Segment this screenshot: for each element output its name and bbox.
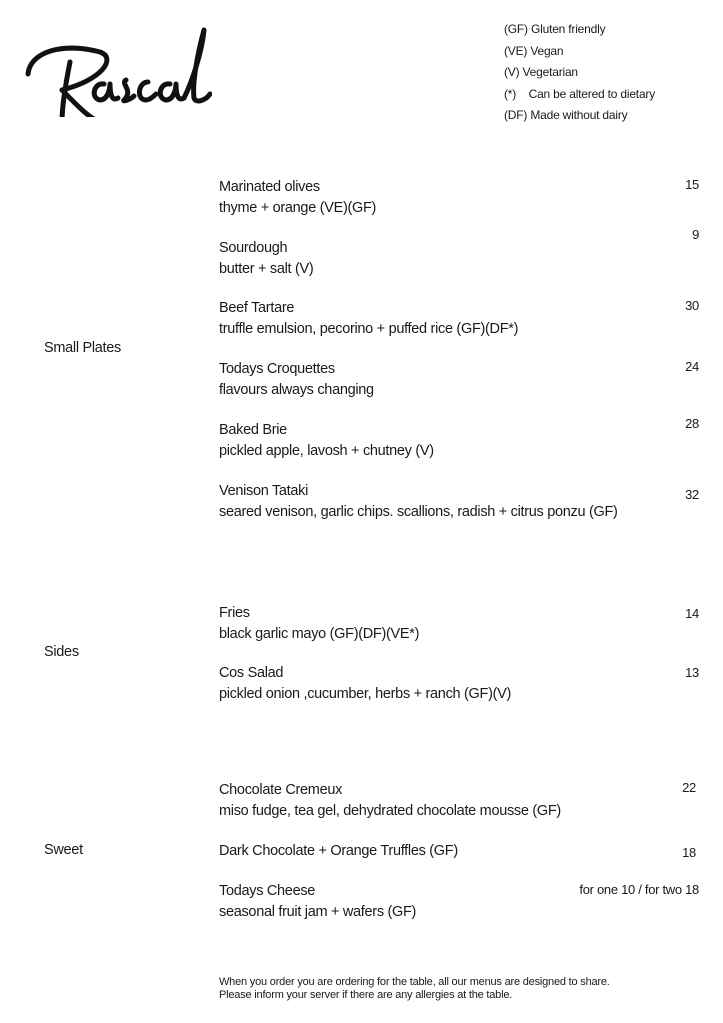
rascal-logo <box>22 22 212 117</box>
menu-item <box>219 603 699 644</box>
item-name: Dark Chocolate + Orange Truffles (GF) <box>219 843 458 859</box>
item-price: for one 10 / for two 18 <box>579 882 699 897</box>
item-desc: truffle emulsion, pecorino + puffed rice (GF)(DF*) <box>219 320 519 337</box>
item-desc: seasonal fruit jam + wafers (GF) <box>219 903 417 920</box>
legend-item-v: (V) Vegetarian <box>504 65 578 79</box>
item-desc: pickled onion ,cucumber, herbs + ranch (GF)(V) <box>219 685 512 702</box>
item-price: 32 <box>685 487 699 502</box>
item-name: Baked Brie <box>219 422 287 438</box>
menu-item <box>219 780 699 821</box>
legend-item-df: (DF) Made without dairy <box>504 108 628 122</box>
menu-item <box>219 663 699 704</box>
item-price: 24 <box>685 359 699 374</box>
item-price: 14 <box>685 606 699 621</box>
menu-item <box>219 481 699 522</box>
item-name: Marinated olives <box>219 179 320 195</box>
legend-item-gf: (GF) Gluten friendly <box>504 22 606 36</box>
dietary-legend <box>504 19 655 127</box>
item-price: 9 <box>692 227 699 242</box>
footer-note <box>219 976 610 1001</box>
item-name: Todays Cheese <box>219 883 316 899</box>
item-name: Beef Tartare <box>219 300 295 316</box>
item-price: 30 <box>685 298 699 313</box>
item-name: Sourdough <box>219 240 288 256</box>
item-price: 15 <box>685 177 699 192</box>
item-name: Todays Croquettes <box>219 361 335 377</box>
section-label-sides: Sides <box>44 644 79 660</box>
section-label-small-plates: Small Plates <box>44 340 121 356</box>
menu-item <box>219 359 699 400</box>
menu-item <box>219 238 699 279</box>
item-desc: miso fudge, tea gel, dehydrated chocolate mousse (GF) <box>219 802 561 819</box>
footer-line-2: Please inform your server if there are any allergies at the table. <box>219 988 513 1001</box>
item-price: 13 <box>685 665 699 680</box>
section-label-sweet: Sweet <box>44 842 83 858</box>
item-desc: seared venison, garlic chips. scallions, radish + citrus ponzu (GF) <box>219 503 618 520</box>
footer-line-1: When you order you are ordering for the table, all our menus are designed to share. <box>219 976 610 988</box>
item-desc: black garlic mayo (GF)(DF)(VE*) <box>219 625 420 642</box>
item-desc: thyme + orange (VE)(GF) <box>219 199 377 216</box>
item-desc: flavours always changing <box>219 381 374 398</box>
item-name: Fries <box>219 605 250 621</box>
item-price: 18 <box>682 845 696 860</box>
legend-item-altered: (*) Can be altered to dietary <box>504 86 656 101</box>
menu-item <box>219 420 699 461</box>
logo-script <box>22 22 212 117</box>
item-price: 22 <box>682 780 696 795</box>
item-name: Chocolate Cremeux <box>219 782 343 798</box>
item-name: Cos Salad <box>219 665 284 681</box>
menu-item <box>219 177 699 218</box>
item-name: Venison Tataki <box>219 483 309 499</box>
item-desc: butter + salt (V) <box>219 260 314 277</box>
legend-item-ve: (VE) Vegan <box>504 43 564 58</box>
item-desc: pickled apple, lavosh + chutney (V) <box>219 442 434 459</box>
menu-item <box>219 841 699 862</box>
menu-item <box>219 298 699 339</box>
item-price: 28 <box>685 416 699 431</box>
